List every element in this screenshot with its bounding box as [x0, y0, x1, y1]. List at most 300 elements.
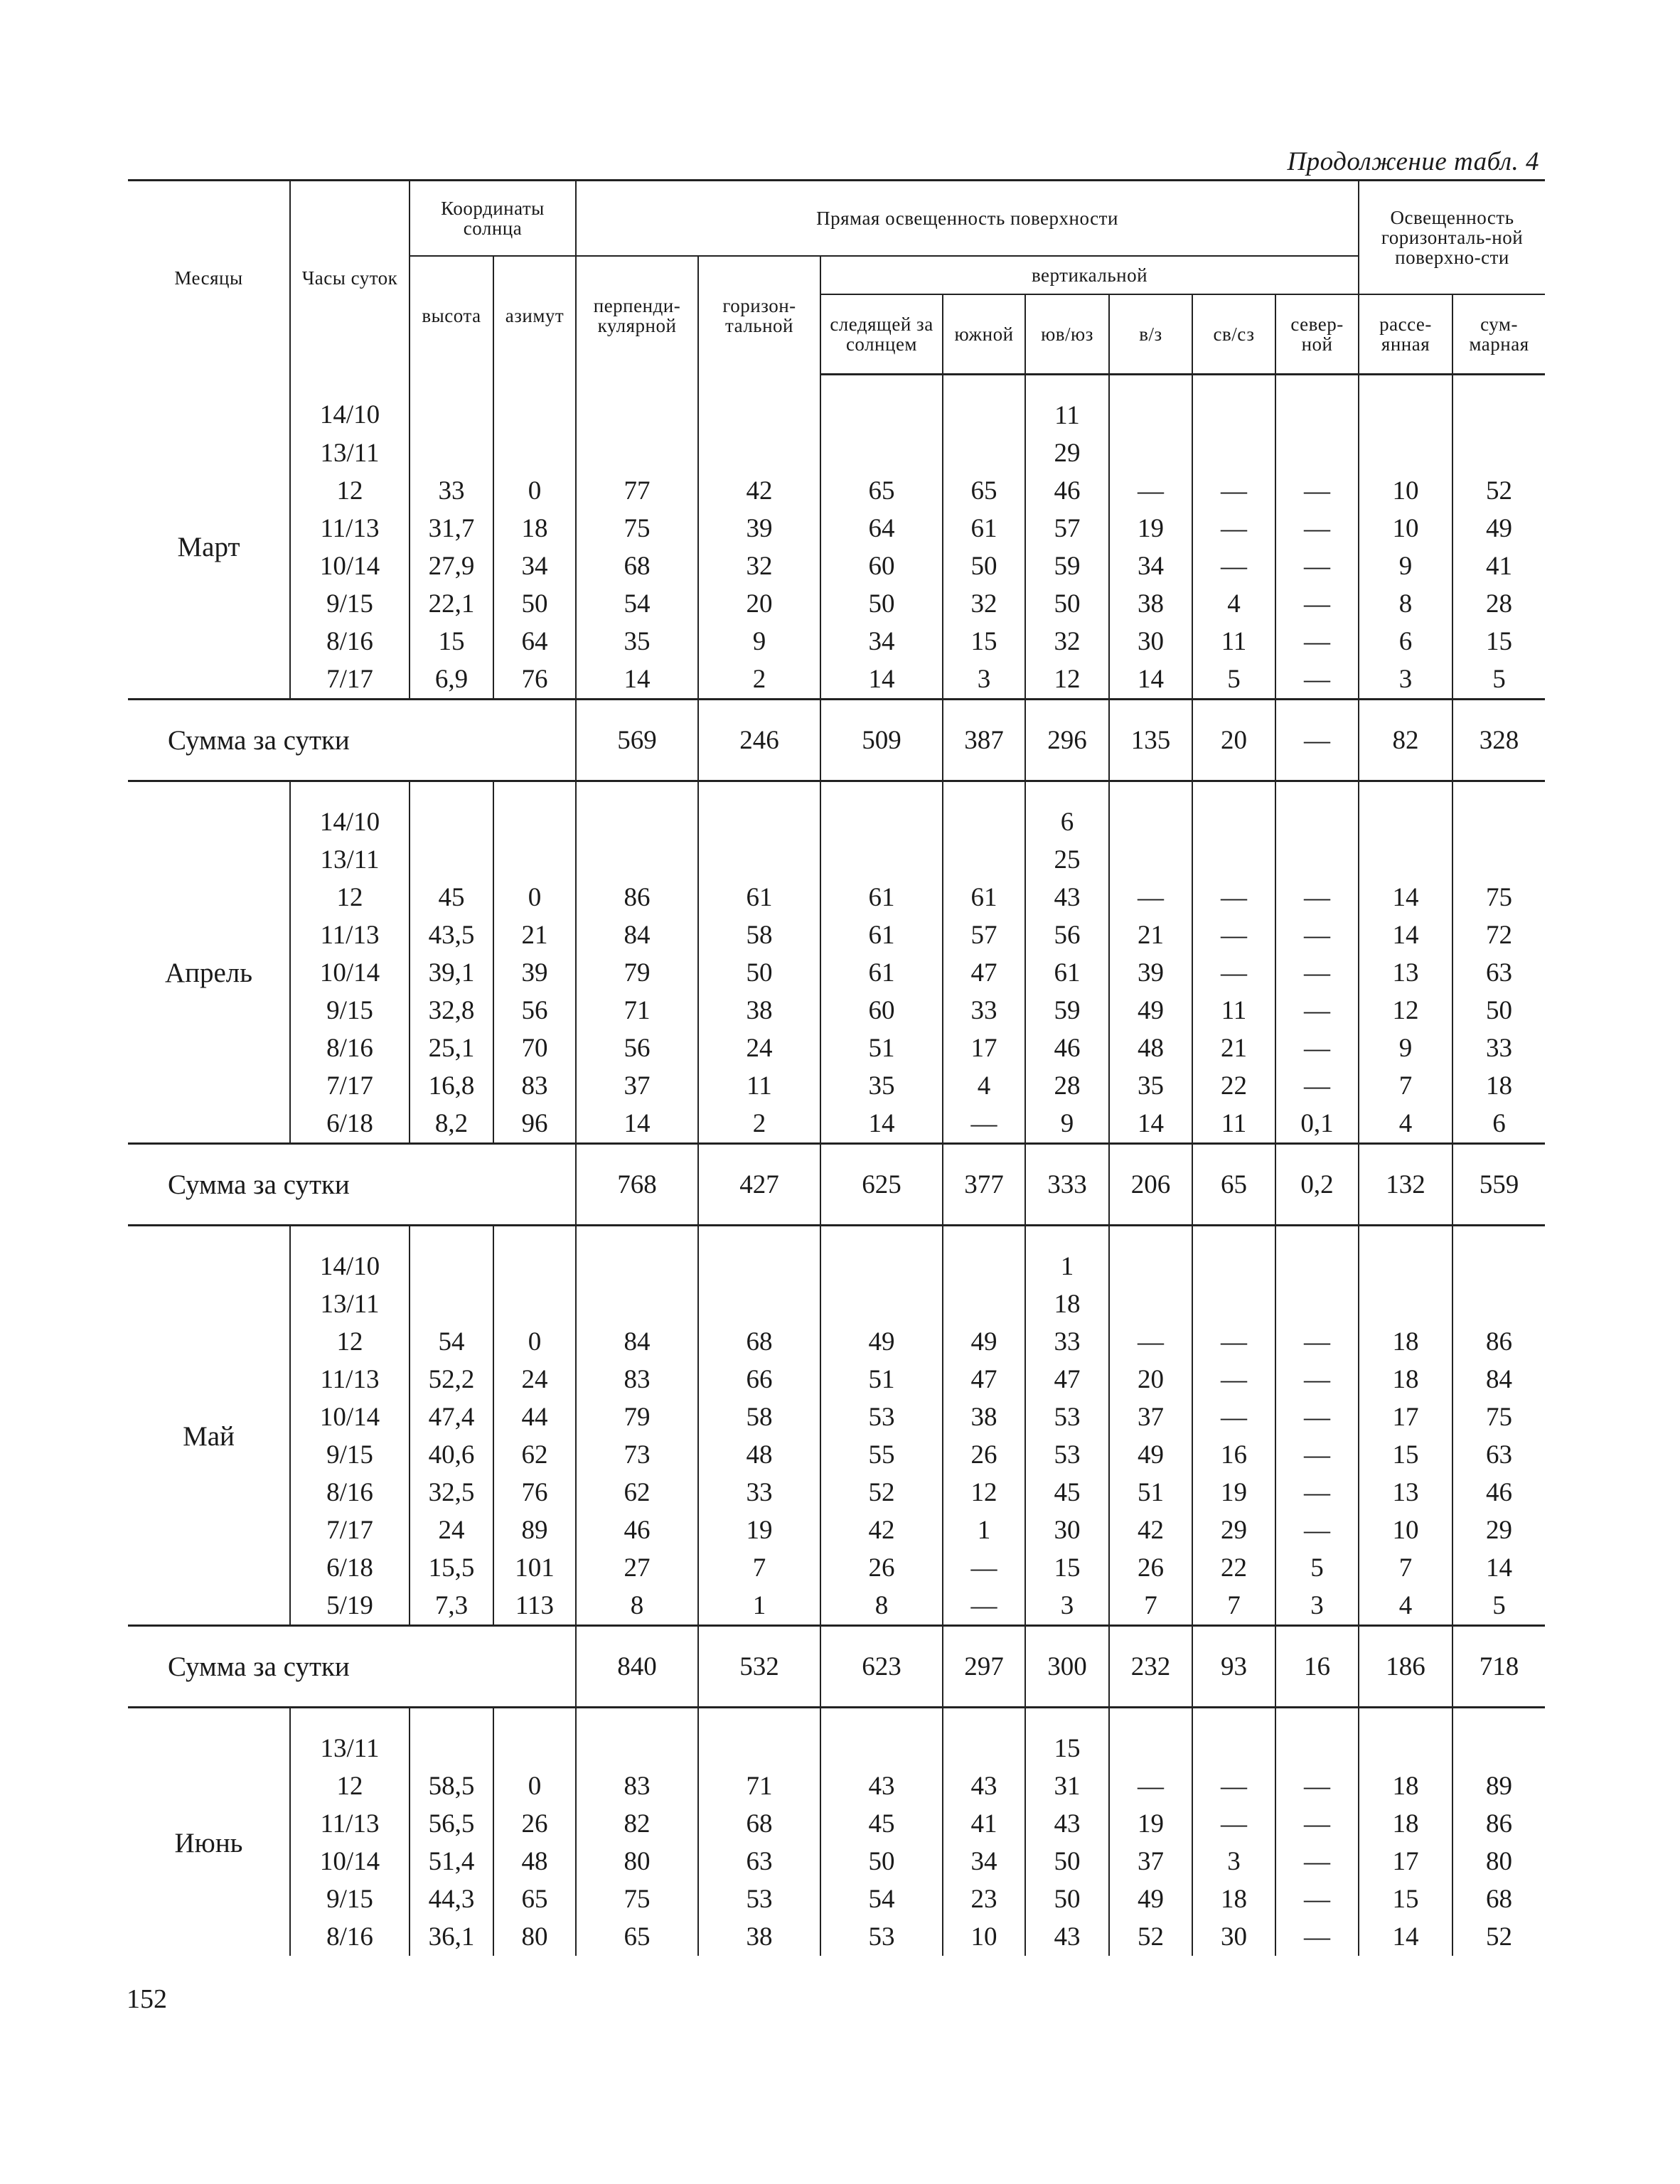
sum-row [128, 1626, 1545, 1708]
value-cell: 45 [820, 1805, 943, 1843]
hours-cell: 9/15 [326, 996, 373, 1025]
value-cell [820, 841, 943, 879]
hours-cell: 13/11 [320, 439, 380, 468]
value-cell: 15 [1452, 623, 1545, 660]
value-cell: — [1109, 1323, 1192, 1361]
value-cell: 34 [943, 1843, 1025, 1880]
value-cell: 21 [1109, 916, 1192, 954]
value-cell: 18 [1025, 1285, 1109, 1323]
value-cell: 34 [820, 623, 943, 660]
hours-cell: 13/11 [320, 1290, 380, 1319]
value-cell: — [1192, 954, 1275, 992]
value-cell: 46 [1025, 472, 1109, 510]
value-cell [943, 1226, 1025, 1286]
value-cell: 61 [943, 879, 1025, 916]
value-cell: 43 [943, 1767, 1025, 1805]
value-cell: 15 [943, 623, 1025, 660]
table-row [128, 992, 1545, 1029]
hours-cell: 12 [336, 1772, 363, 1801]
value-cell: 25,1 [410, 1029, 493, 1067]
value-cell: 60 [820, 547, 943, 585]
value-cell: 41 [943, 1805, 1025, 1843]
value-cell: 33 [410, 472, 493, 510]
value-cell: — [1192, 879, 1275, 916]
value-cell [410, 781, 493, 842]
value-cell: 15 [1359, 1880, 1452, 1918]
sum-value-cell: 333 [1025, 1144, 1109, 1226]
value-cell: 31,7 [410, 510, 493, 547]
value-cell: 57 [1025, 510, 1109, 547]
sum-value-cell: 377 [943, 1144, 1025, 1226]
value-cell: 86 [1452, 1323, 1545, 1361]
value-cell: 49 [820, 1323, 943, 1361]
value-cell: 83 [576, 1361, 698, 1398]
value-cell: 54 [410, 1323, 493, 1361]
value-cell: 82 [576, 1805, 698, 1843]
value-cell: 35 [576, 623, 698, 660]
value-cell: 42 [1109, 1511, 1192, 1549]
hours-cell: 8/16 [326, 1922, 373, 1952]
value-cell [1275, 1708, 1359, 1768]
value-cell: 40,6 [410, 1436, 493, 1474]
value-cell: 29 [1452, 1511, 1545, 1549]
value-cell: 68 [576, 547, 698, 585]
value-cell [1359, 1226, 1452, 1286]
value-cell [493, 1285, 576, 1323]
value-cell: 6,9 [410, 660, 493, 700]
value-cell: 73 [576, 1436, 698, 1474]
value-cell: 30 [1025, 1511, 1109, 1549]
hours-cell: 9/15 [326, 589, 373, 619]
table-row [128, 660, 1545, 700]
value-cell: — [1275, 510, 1359, 547]
hours-cell: 7/17 [326, 1516, 373, 1545]
sum-value-cell: 427 [698, 1144, 820, 1226]
hours-cell: 5/19 [326, 1591, 373, 1620]
value-cell: 18 [1359, 1767, 1452, 1805]
table-body [128, 375, 1545, 1956]
value-cell: 75 [1452, 879, 1545, 916]
hours-cell: 9/15 [326, 1440, 373, 1470]
value-cell: 50 [1025, 1843, 1109, 1880]
value-cell: 7 [1109, 1587, 1192, 1626]
sum-value-cell: 0,2 [1275, 1144, 1359, 1226]
sum-value-cell: 718 [1452, 1626, 1545, 1708]
value-cell: — [1275, 1767, 1359, 1805]
header-total: сум-марная [1452, 294, 1545, 375]
value-cell: 86 [1452, 1805, 1545, 1843]
value-cell: 7 [1359, 1549, 1452, 1587]
value-cell [576, 1285, 698, 1323]
table-row [128, 547, 1545, 585]
value-cell: 18 [1359, 1323, 1452, 1361]
value-cell: 75 [576, 510, 698, 547]
value-cell: 39 [493, 954, 576, 992]
header-diffuse: рассе-янная [1359, 294, 1452, 375]
value-cell: 14 [576, 660, 698, 700]
value-cell [493, 375, 576, 435]
hours-cell: 12 [336, 1327, 363, 1356]
value-cell: 3 [1275, 1587, 1359, 1626]
value-cell: — [1275, 1361, 1359, 1398]
value-cell: 63 [698, 1843, 820, 1880]
value-cell [1275, 1226, 1359, 1286]
value-cell: 62 [493, 1436, 576, 1474]
value-cell: 43 [1025, 879, 1109, 916]
hours-cell: 8/16 [326, 1478, 373, 1507]
value-cell: 51 [820, 1029, 943, 1067]
value-cell: 33 [698, 1474, 820, 1511]
sum-value-cell: 625 [820, 1144, 943, 1226]
value-cell [493, 1708, 576, 1768]
value-cell: 49 [943, 1323, 1025, 1361]
hours-cell: 12 [336, 476, 363, 505]
value-cell: — [1275, 954, 1359, 992]
value-cell: 0,1 [1275, 1105, 1359, 1144]
value-cell: 0 [493, 1323, 576, 1361]
value-cell [1452, 1226, 1545, 1286]
value-cell: 65 [493, 1880, 576, 1918]
value-cell: 11 [698, 1067, 820, 1105]
value-cell: — [1275, 1323, 1359, 1361]
value-cell: 43 [820, 1767, 943, 1805]
value-cell: 15,5 [410, 1549, 493, 1587]
sum-value-cell: 387 [943, 700, 1025, 781]
value-cell [698, 1708, 820, 1768]
value-cell: 14 [820, 660, 943, 700]
value-cell [576, 781, 698, 842]
value-cell [1452, 434, 1545, 472]
value-cell: 29 [1192, 1511, 1275, 1549]
value-cell: 13 [1359, 954, 1452, 992]
value-cell: 22,1 [410, 585, 493, 623]
value-cell: 26 [820, 1549, 943, 1587]
value-cell: 10 [1359, 1511, 1452, 1549]
value-cell: — [1275, 472, 1359, 510]
value-cell: 62 [576, 1474, 698, 1511]
value-cell: 66 [698, 1361, 820, 1398]
value-cell: 49 [1452, 510, 1545, 547]
value-cell: 50 [943, 547, 1025, 585]
table-row [128, 1067, 1545, 1105]
sum-value-cell: 569 [576, 700, 698, 781]
value-cell: 14 [1359, 1918, 1452, 1956]
value-cell [698, 375, 820, 435]
value-cell: 56,5 [410, 1805, 493, 1843]
value-cell: 14 [576, 1105, 698, 1144]
value-cell: 30 [1109, 623, 1192, 660]
value-cell: 53 [820, 1398, 943, 1436]
value-cell: 50 [698, 954, 820, 992]
header-sun-coords: Координаты солнца [410, 181, 576, 257]
value-cell: — [1275, 992, 1359, 1029]
value-cell: 43,5 [410, 916, 493, 954]
sum-row [128, 1144, 1545, 1226]
value-cell: 65 [820, 472, 943, 510]
value-cell: 18 [1359, 1805, 1452, 1843]
value-cell: 86 [576, 879, 698, 916]
value-cell: 15 [1025, 1549, 1109, 1587]
hours-cell: 8/16 [326, 1034, 373, 1063]
value-cell: 61 [820, 916, 943, 954]
value-cell: 21 [493, 916, 576, 954]
value-cell: 0 [493, 472, 576, 510]
value-cell: 19 [698, 1511, 820, 1549]
table-row [128, 1708, 1545, 1768]
hours-cell: 14/10 [319, 400, 380, 430]
sum-row [128, 700, 1545, 781]
value-cell: 64 [820, 510, 943, 547]
value-cell: — [1275, 1029, 1359, 1067]
value-cell: 39 [1109, 954, 1192, 992]
value-cell: 22 [1192, 1549, 1275, 1587]
value-cell: 47 [1025, 1361, 1109, 1398]
table-row [128, 1323, 1545, 1361]
value-cell: 14 [1359, 879, 1452, 916]
value-cell: 8 [1359, 585, 1452, 623]
table-row [128, 1918, 1545, 1956]
value-cell [943, 841, 1025, 879]
value-cell: 70 [493, 1029, 576, 1067]
value-cell [1192, 1708, 1275, 1768]
value-cell: — [1275, 547, 1359, 585]
value-cell: 75 [1452, 1398, 1545, 1436]
sum-value-cell: 93 [1192, 1626, 1275, 1708]
value-cell [943, 781, 1025, 842]
value-cell: 9 [698, 623, 820, 660]
value-cell: 27,9 [410, 547, 493, 585]
value-cell [1275, 1285, 1359, 1323]
value-cell [576, 841, 698, 879]
value-cell: 64 [493, 623, 576, 660]
value-cell: 38 [698, 992, 820, 1029]
value-cell [1109, 375, 1192, 435]
value-cell: 9 [1359, 1029, 1452, 1067]
value-cell: 38 [943, 1398, 1025, 1436]
sum-value-cell: 300 [1025, 1626, 1109, 1708]
sum-value-cell: 623 [820, 1626, 943, 1708]
value-cell: — [1192, 916, 1275, 954]
table-row [128, 879, 1545, 916]
sum-value-cell: 296 [1025, 700, 1109, 781]
value-cell: 63 [1452, 954, 1545, 992]
value-cell: 54 [576, 585, 698, 623]
value-cell [493, 781, 576, 842]
value-cell: 76 [493, 1474, 576, 1511]
value-cell: 9 [1359, 547, 1452, 585]
value-cell: 10 [943, 1918, 1025, 1956]
page-number: 152 [127, 1984, 167, 2014]
value-cell: — [1275, 1511, 1359, 1549]
value-cell: 18 [1359, 1361, 1452, 1398]
value-cell: 50 [820, 585, 943, 623]
header-e-w: в/з [1109, 294, 1192, 375]
value-cell: — [943, 1549, 1025, 1587]
value-cell [493, 841, 576, 879]
value-cell: 68 [698, 1805, 820, 1843]
value-cell: — [1275, 623, 1359, 660]
table-row [128, 1587, 1545, 1626]
value-cell: 4 [1192, 585, 1275, 623]
hours-cell: 11/13 [320, 514, 380, 543]
value-cell [698, 1226, 820, 1286]
value-cell: 68 [1452, 1880, 1545, 1918]
value-cell: 4 [1359, 1587, 1452, 1626]
value-cell: — [1192, 1767, 1275, 1805]
value-cell: 83 [576, 1767, 698, 1805]
value-cell: 27 [576, 1549, 698, 1587]
header-horizontal: горизон-тальной [698, 256, 820, 375]
value-cell [1452, 375, 1545, 435]
value-cell: 44 [493, 1398, 576, 1436]
value-cell [1109, 1285, 1192, 1323]
value-cell: 50 [820, 1843, 943, 1880]
value-cell [1452, 1708, 1545, 1768]
value-cell: 56 [576, 1029, 698, 1067]
table-row [128, 841, 1545, 879]
value-cell: 34 [493, 547, 576, 585]
sum-value-cell: 232 [1109, 1626, 1192, 1708]
value-cell: 61 [820, 879, 943, 916]
value-cell: 17 [1359, 1843, 1452, 1880]
table-row [128, 1474, 1545, 1511]
value-cell: 46 [1452, 1474, 1545, 1511]
value-cell [820, 1708, 943, 1768]
value-cell: 4 [1359, 1105, 1452, 1144]
value-cell: 28 [1025, 1067, 1109, 1105]
value-cell: 33 [1025, 1323, 1109, 1361]
value-cell: 32,8 [410, 992, 493, 1029]
value-cell: 29 [1025, 434, 1109, 472]
sum-value-cell: 840 [576, 1626, 698, 1708]
value-cell: 45 [410, 879, 493, 916]
table-row [128, 781, 1545, 842]
header-horiz-illum: Освещенность горизонталь-ной поверхно-сти [1359, 181, 1545, 295]
value-cell: 61 [943, 510, 1025, 547]
value-cell: 25 [1025, 841, 1109, 879]
sum-value-cell: 186 [1359, 1626, 1452, 1708]
hours-cell: 9/15 [326, 1885, 373, 1914]
table-row [128, 1361, 1545, 1398]
sum-value-cell: 297 [943, 1626, 1025, 1708]
value-cell: 32,5 [410, 1474, 493, 1511]
sum-value-cell: 328 [1452, 700, 1545, 781]
value-cell: 14 [1452, 1549, 1545, 1587]
value-cell: 11 [1192, 992, 1275, 1029]
value-cell: 0 [493, 1767, 576, 1805]
header-se-sw: юв/юз [1025, 294, 1109, 375]
hours-cell: 13/11 [320, 845, 380, 874]
value-cell: 15 [410, 623, 493, 660]
value-cell [1275, 841, 1359, 879]
month-label: Июнь [128, 1708, 290, 1956]
value-cell [1275, 375, 1359, 435]
sum-label: Сумма за сутки [128, 1626, 576, 1708]
value-cell: 3 [1192, 1843, 1275, 1880]
value-cell: 101 [493, 1549, 576, 1587]
value-cell: 61 [1025, 954, 1109, 992]
value-cell: 1 [698, 1587, 820, 1626]
value-cell [698, 781, 820, 842]
table-caption: Продолжение табл. 4 [1287, 147, 1539, 176]
value-cell [410, 434, 493, 472]
value-cell: 18 [1192, 1880, 1275, 1918]
value-cell: 35 [820, 1067, 943, 1105]
value-cell [493, 434, 576, 472]
value-cell: — [1275, 1880, 1359, 1918]
value-cell [1192, 781, 1275, 842]
value-cell: 7,3 [410, 1587, 493, 1626]
value-cell [410, 1285, 493, 1323]
table-row [128, 916, 1545, 954]
value-cell: 30 [1192, 1918, 1275, 1956]
hours-cell: 10/14 [319, 1403, 380, 1432]
value-cell: 113 [493, 1587, 576, 1626]
value-cell [1359, 434, 1452, 472]
value-cell: 21 [1192, 1029, 1275, 1067]
value-cell: 7 [698, 1549, 820, 1587]
value-cell: 22 [1192, 1067, 1275, 1105]
value-cell: 84 [576, 1323, 698, 1361]
value-cell: 17 [943, 1029, 1025, 1067]
hours-cell: 11/13 [320, 1809, 380, 1838]
value-cell: 17 [1359, 1398, 1452, 1436]
value-cell: 60 [820, 992, 943, 1029]
value-cell: 6 [1452, 1105, 1545, 1144]
value-cell: 49 [1109, 1880, 1192, 1918]
value-cell [1192, 375, 1275, 435]
value-cell: 51 [820, 1361, 943, 1398]
sum-value-cell: 20 [1192, 700, 1275, 781]
value-cell: 5 [1192, 660, 1275, 700]
value-cell: — [1109, 879, 1192, 916]
sum-value-cell: 559 [1452, 1144, 1545, 1226]
value-cell: — [1192, 472, 1275, 510]
value-cell: 37 [576, 1067, 698, 1105]
table-row [128, 1105, 1545, 1144]
value-cell: 33 [943, 992, 1025, 1029]
value-cell: 34 [1109, 547, 1192, 585]
table-header [128, 181, 1545, 375]
value-cell: 3 [943, 660, 1025, 700]
table-row [128, 1805, 1545, 1843]
value-cell [698, 434, 820, 472]
table-row [128, 472, 1545, 510]
hours-cell: 14/10 [319, 808, 380, 837]
value-cell [410, 1708, 493, 1768]
table-row [128, 1398, 1545, 1436]
value-cell [698, 841, 820, 879]
hours-cell: 6/18 [326, 1109, 373, 1138]
value-cell [698, 1285, 820, 1323]
value-cell: 16,8 [410, 1067, 493, 1105]
value-cell: 79 [576, 954, 698, 992]
value-cell: 68 [698, 1323, 820, 1361]
value-cell: 15 [1025, 1708, 1109, 1768]
value-cell: 12 [943, 1474, 1025, 1511]
value-cell: 4 [943, 1067, 1025, 1105]
value-cell: 80 [493, 1918, 576, 1956]
value-cell: 32 [698, 547, 820, 585]
value-cell: 65 [943, 472, 1025, 510]
value-cell: 49 [1109, 1436, 1192, 1474]
hours-cell: 10/14 [319, 1847, 380, 1876]
table-row [128, 1549, 1545, 1587]
value-cell: 47 [943, 954, 1025, 992]
value-cell: 8,2 [410, 1105, 493, 1144]
value-cell: — [943, 1105, 1025, 1144]
value-cell [1359, 1285, 1452, 1323]
